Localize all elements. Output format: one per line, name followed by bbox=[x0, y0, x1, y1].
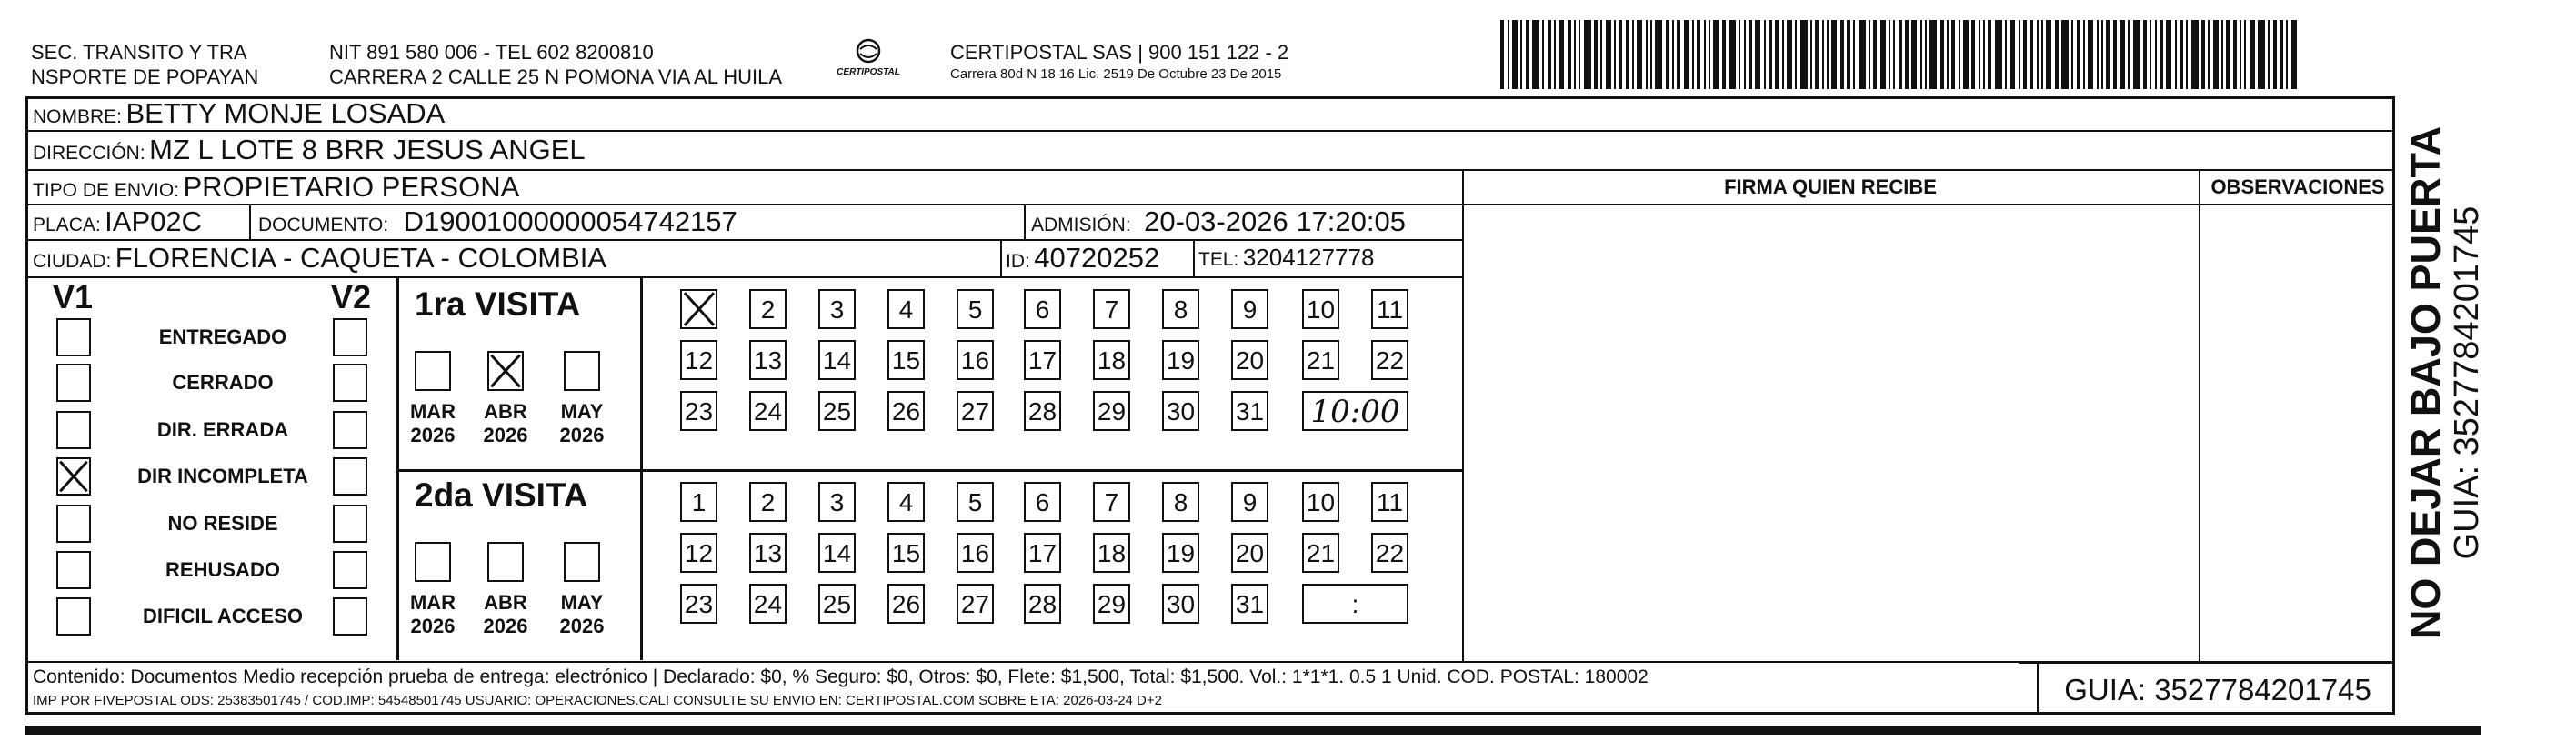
time-box[interactable]: 10:00 bbox=[1302, 391, 1408, 431]
observaciones-label: OBSERVACIONES bbox=[2210, 175, 2385, 198]
barcode-bar bbox=[1692, 20, 1694, 89]
barcode-bar bbox=[1795, 20, 1797, 89]
guia-box-top bbox=[2019, 662, 2395, 664]
barcode-bar bbox=[2083, 20, 2085, 89]
id-field bbox=[1006, 242, 1159, 275]
admision-field bbox=[1031, 205, 1406, 238]
barcode-bar bbox=[2106, 20, 2110, 89]
v2-checkbox[interactable] bbox=[333, 364, 367, 402]
sender-line-1: SEC. TRANSITO Y TRA bbox=[31, 41, 247, 64]
barcode-bar bbox=[1584, 20, 1591, 89]
barcode-bar bbox=[1744, 20, 1746, 89]
status-label: REHUSADO bbox=[165, 558, 280, 581]
barcode-bar bbox=[1646, 20, 1648, 89]
barcode-bar bbox=[1606, 20, 1611, 89]
tel-label: TEL: bbox=[1198, 249, 1239, 270]
barcode-bar bbox=[1614, 20, 1616, 89]
barcode-bar bbox=[1532, 20, 1539, 89]
day-28[interactable]: 28 bbox=[1024, 391, 1061, 431]
col-divider bbox=[2199, 169, 2200, 661]
month-name: MAR bbox=[409, 591, 456, 614]
status-label: DIR INCOMPLETA bbox=[137, 465, 308, 487]
month-year: 2026 bbox=[559, 424, 605, 446]
status-label: ENTREGADO bbox=[158, 325, 287, 348]
barcode-bar bbox=[1626, 20, 1629, 89]
barcode-bar bbox=[1880, 20, 1886, 89]
month-year: 2026 bbox=[483, 424, 528, 446]
day-12[interactable]: 12 bbox=[680, 533, 717, 573]
barcode-bar bbox=[1512, 20, 1518, 89]
month-label bbox=[555, 400, 609, 447]
day-14[interactable]: 14 bbox=[818, 340, 856, 380]
id-label: ID: bbox=[1006, 251, 1030, 272]
side-text bbox=[2402, 124, 2486, 642]
day-11[interactable]: 11 bbox=[1371, 289, 1408, 329]
barcode-bar bbox=[2055, 20, 2059, 89]
nombre-row bbox=[33, 97, 445, 130]
v1-checkbox[interactable] bbox=[56, 597, 91, 636]
day-8[interactable]: 8 bbox=[1162, 289, 1199, 329]
barcode-bar bbox=[2133, 20, 2140, 89]
barcode-bar bbox=[2175, 20, 2177, 89]
barcode-bar bbox=[2166, 20, 2171, 89]
barcode-bar bbox=[1929, 20, 1937, 89]
documento-label: DOCUMENTO: bbox=[258, 215, 389, 235]
v2-checkbox[interactable] bbox=[333, 597, 367, 636]
day-9[interactable]: 9 bbox=[1231, 482, 1268, 522]
day-27[interactable]: 27 bbox=[957, 584, 994, 624]
day-30[interactable]: 30 bbox=[1162, 584, 1199, 624]
barcode-bar bbox=[1988, 20, 1991, 89]
barcode-bar bbox=[1704, 20, 1706, 89]
barcode-bar bbox=[1782, 20, 1784, 89]
day-22[interactable]: 22 bbox=[1371, 340, 1408, 380]
second-visit-title: 2da VISITA bbox=[415, 476, 588, 514]
v1-label: V1 bbox=[53, 278, 94, 315]
barcode-bar bbox=[1709, 20, 1710, 89]
barcode-bar bbox=[2250, 20, 2255, 89]
ciudad-label: CIUDAD: bbox=[33, 251, 112, 272]
barcode-bar bbox=[1889, 20, 1890, 89]
barcode-bar bbox=[2233, 20, 2237, 89]
barcode-bar bbox=[1925, 20, 1927, 89]
logo-icon bbox=[832, 36, 905, 84]
col-divider bbox=[2037, 661, 2039, 715]
company-line: CERTIPOSTAL SAS | 900 151 122 - 2 bbox=[950, 41, 1289, 64]
time-box[interactable]: : bbox=[1302, 584, 1408, 624]
direccion-value: MZ L LOTE 8 BRR JESUS ANGEL bbox=[149, 134, 586, 165]
barcode-bar bbox=[1787, 20, 1792, 89]
contenido-line: Contenido: Documentos Medio recepción prueba de entrega: electrónico | Declarado: $0, % Seguro: $0, Otros: $0, Flete: $1,500, Total: $1,500. Vol.: 1*1*1. 0.5 1 Unid. COD. POSTAL: 180002 bbox=[33, 666, 1649, 687]
company-info bbox=[950, 40, 1288, 85]
barcode-bar bbox=[1893, 20, 1895, 89]
barcode-bar bbox=[2208, 20, 2210, 89]
day-31[interactable]: 31 bbox=[1231, 584, 1268, 624]
barcode-bar bbox=[1847, 20, 1850, 89]
barcode-bar bbox=[1500, 20, 1504, 89]
barcode-bar bbox=[1822, 20, 1824, 89]
barcode-bar bbox=[1559, 20, 1564, 89]
barcode-bar bbox=[1905, 20, 1909, 89]
day-10[interactable]: 10 bbox=[1302, 289, 1339, 329]
first-visit-title: 1ra VISITA bbox=[415, 285, 581, 323]
sender-name bbox=[31, 40, 258, 89]
day-8[interactable]: 8 bbox=[1162, 482, 1199, 522]
barcode-bar bbox=[2097, 20, 2099, 89]
visit-divider bbox=[396, 469, 1462, 472]
company-sub: Carrera 80d N 18 16 Lic. 2519 De Octubre 23 De 2015 bbox=[950, 66, 1282, 82]
barcode-bar bbox=[1869, 20, 1870, 89]
barcode-bar bbox=[1722, 20, 1726, 89]
v2-checkbox[interactable] bbox=[333, 551, 367, 589]
day-5[interactable]: 5 bbox=[957, 289, 994, 329]
bottom-edge bbox=[25, 726, 2481, 735]
day-3[interactable]: 3 bbox=[818, 482, 856, 522]
month-checkbox-mar[interactable] bbox=[415, 542, 451, 582]
barcode-bar bbox=[1755, 20, 1760, 89]
day-12[interactable]: 12 bbox=[680, 340, 717, 380]
barcode-bar bbox=[1637, 20, 1642, 89]
day-20[interactable]: 20 bbox=[1231, 533, 1268, 573]
v2-label: V2 bbox=[331, 278, 372, 315]
direccion-row bbox=[33, 134, 586, 166]
status-label: CERRADO bbox=[172, 371, 274, 394]
barcode-bar bbox=[1827, 20, 1829, 89]
barcode-bar bbox=[2160, 20, 2163, 89]
day-15[interactable]: 15 bbox=[887, 340, 925, 380]
status-label: NO RESIDE bbox=[167, 512, 278, 535]
barcode-bar bbox=[1873, 20, 1877, 89]
barcode-bar bbox=[1594, 20, 1598, 89]
month-name: MAR bbox=[409, 400, 456, 423]
day-1[interactable] bbox=[680, 289, 717, 329]
barcode bbox=[1500, 20, 2300, 89]
day-19[interactable]: 19 bbox=[1162, 533, 1199, 573]
v2-checkbox[interactable] bbox=[333, 505, 367, 543]
day-23[interactable]: 23 bbox=[680, 391, 717, 431]
day-22[interactable]: 22 bbox=[1371, 533, 1408, 573]
barcode-bar bbox=[1526, 20, 1529, 89]
month-checkbox-may[interactable] bbox=[564, 542, 600, 582]
barcode-bar bbox=[2071, 20, 2073, 89]
month-year: 2026 bbox=[410, 424, 456, 446]
barcode-bar bbox=[2213, 20, 2219, 89]
barcode-bar bbox=[1666, 20, 1669, 89]
documento-field bbox=[258, 205, 737, 238]
v1-checkbox[interactable] bbox=[56, 505, 91, 543]
barcode-bar bbox=[2046, 20, 2051, 89]
certipostal-logo bbox=[832, 36, 905, 84]
day-1[interactable]: 1 bbox=[680, 482, 717, 522]
day-17[interactable]: 17 bbox=[1024, 533, 1061, 573]
barcode-bar bbox=[1840, 20, 1844, 89]
sender-contact bbox=[329, 40, 782, 89]
nombre-value: BETTY MONJE LOSADA bbox=[125, 97, 446, 129]
day-10[interactable]: 10 bbox=[1302, 482, 1339, 522]
barcode-bar bbox=[2005, 20, 2007, 89]
month-name: ABR bbox=[484, 591, 527, 614]
day-17[interactable]: 17 bbox=[1024, 340, 1061, 380]
row-divider bbox=[25, 130, 2395, 132]
day-24[interactable]: 24 bbox=[749, 391, 787, 431]
barcode-bar bbox=[1920, 20, 1922, 89]
barcode-bar bbox=[1853, 20, 1855, 89]
day-6[interactable]: 6 bbox=[1024, 289, 1061, 329]
barcode-bar bbox=[2061, 20, 2069, 89]
day-4[interactable]: 4 bbox=[887, 289, 925, 329]
barcode-bar bbox=[1800, 20, 1808, 89]
barcode-bar bbox=[2291, 20, 2297, 89]
barcode-bar bbox=[1940, 20, 1944, 89]
barcode-bar bbox=[2186, 20, 2188, 89]
barcode-bar bbox=[1697, 20, 1700, 89]
barcode-bar bbox=[2128, 20, 2130, 89]
barcode-bar bbox=[2120, 20, 2125, 89]
barcode-bar bbox=[1729, 20, 1736, 89]
v1-checkbox[interactable] bbox=[56, 318, 91, 356]
day-4[interactable]: 4 bbox=[887, 482, 925, 522]
day-29[interactable]: 29 bbox=[1093, 584, 1130, 624]
month-checkbox-abr[interactable] bbox=[487, 351, 524, 391]
barcode-bar bbox=[1508, 20, 1509, 89]
barcode-bar bbox=[2268, 20, 2270, 89]
guia-box: GUIA: 3527784201745 bbox=[2064, 673, 2371, 706]
month-divider bbox=[640, 278, 643, 660]
barcode-bar bbox=[1632, 20, 1634, 89]
tipo-label: TIPO DE ENVIO: bbox=[33, 180, 180, 201]
v1-checkbox[interactable] bbox=[56, 457, 91, 496]
month-label bbox=[555, 591, 609, 638]
admision-value: 20-03-2026 17:20:05 bbox=[1144, 205, 1406, 237]
barcode-bar bbox=[1959, 20, 1960, 89]
documento-value: D19001000000054742157 bbox=[403, 205, 737, 237]
month-label bbox=[478, 400, 533, 447]
barcode-bar bbox=[1899, 20, 1902, 89]
month-year: 2026 bbox=[410, 615, 456, 637]
barcode-bar bbox=[1769, 20, 1772, 89]
barcode-bar bbox=[2226, 20, 2230, 89]
imp-line: IMP POR FIVEPOSTAL ODS: 25383501745 / COD.IMP: 54548501745 USUARIO: OPERACIONES.CALI CONSULTE SU ENVIO EN: CERTIPOSTAL.COM SOBRE ETA: 2026-03-24 D+2 bbox=[33, 693, 1162, 708]
day-3[interactable]: 3 bbox=[818, 289, 856, 329]
barcode-bar bbox=[2030, 20, 2033, 89]
barcode-bar bbox=[1749, 20, 1752, 89]
barcode-bar bbox=[2201, 20, 2205, 89]
day-11[interactable]: 11 bbox=[1371, 482, 1408, 522]
day-25[interactable]: 25 bbox=[818, 391, 856, 431]
day-21[interactable]: 21 bbox=[1302, 340, 1339, 380]
tel-value: 3204127778 bbox=[1242, 244, 1375, 271]
status-label: DIFICIL ACCESO bbox=[142, 605, 303, 627]
day-13[interactable]: 13 bbox=[749, 533, 787, 573]
barcode-bar bbox=[1979, 20, 1980, 89]
ciudad-field bbox=[33, 242, 606, 275]
placa-label: PLACA: bbox=[33, 215, 101, 235]
barcode-bar bbox=[1983, 20, 1985, 89]
col-divider bbox=[249, 204, 251, 240]
tipo-row bbox=[33, 171, 519, 204]
day-16[interactable]: 16 bbox=[957, 533, 994, 573]
day-25[interactable]: 25 bbox=[818, 584, 856, 624]
barcode-bar bbox=[1859, 20, 1866, 89]
row-divider bbox=[25, 276, 1462, 278]
barcode-bar bbox=[1739, 20, 1740, 89]
day-14[interactable]: 14 bbox=[818, 533, 856, 573]
barcode-bar bbox=[1995, 20, 2002, 89]
barcode-bar bbox=[1579, 20, 1580, 89]
id-value: 40720252 bbox=[1034, 242, 1160, 274]
barcode-bar bbox=[2113, 20, 2117, 89]
month-checkbox-may[interactable] bbox=[564, 351, 600, 391]
v1-checkbox[interactable] bbox=[56, 551, 91, 589]
row-divider bbox=[25, 239, 1462, 241]
day-2[interactable]: 2 bbox=[749, 482, 787, 522]
day-26[interactable]: 26 bbox=[887, 391, 925, 431]
barcode-bar bbox=[2143, 20, 2147, 89]
month-checkbox-abr[interactable] bbox=[487, 542, 524, 582]
barcode-bar bbox=[1713, 20, 1719, 89]
svg-text:CERTIPOSTAL: CERTIPOSTAL bbox=[837, 67, 900, 77]
day-5[interactable]: 5 bbox=[957, 482, 994, 522]
barcode-bar bbox=[1655, 20, 1662, 89]
month-year: 2026 bbox=[559, 615, 605, 637]
day-30[interactable]: 30 bbox=[1162, 391, 1199, 431]
v2-checkbox[interactable] bbox=[333, 318, 367, 356]
barcode-bar bbox=[2273, 20, 2277, 89]
barcode-bar bbox=[1619, 20, 1622, 89]
placa-value: IAP02C bbox=[105, 205, 202, 237]
barcode-bar bbox=[1775, 20, 1779, 89]
barcode-bar bbox=[1947, 20, 1949, 89]
month-name: MAY bbox=[560, 591, 604, 614]
month-label bbox=[406, 591, 460, 638]
col-divider bbox=[1024, 204, 1026, 240]
day-24[interactable]: 24 bbox=[749, 584, 787, 624]
barcode-bar bbox=[2041, 20, 2043, 89]
barcode-bar bbox=[2155, 20, 2157, 89]
day-18[interactable]: 18 bbox=[1093, 533, 1130, 573]
barcode-bar bbox=[1971, 20, 1975, 89]
day-2[interactable]: 2 bbox=[749, 289, 787, 329]
day-28[interactable]: 28 bbox=[1024, 584, 1061, 624]
direccion-label: DIRECCIÓN: bbox=[33, 143, 145, 164]
barcode-bar bbox=[1951, 20, 1955, 89]
day-9[interactable]: 9 bbox=[1231, 289, 1268, 329]
address-line: CARRERA 2 CALLE 25 N POMONA VIA AL HUILA bbox=[329, 65, 783, 88]
barcode-bar bbox=[1548, 20, 1551, 89]
barcode-bar bbox=[2023, 20, 2027, 89]
sender-line-2: NSPORTE DE POPAYAN bbox=[31, 65, 259, 88]
placa-field bbox=[33, 205, 202, 238]
barcode-bar bbox=[1911, 20, 1917, 89]
status-label: DIR. ERRADA bbox=[156, 418, 289, 441]
barcode-bar bbox=[1554, 20, 1556, 89]
month-label bbox=[478, 591, 533, 638]
day-20[interactable]: 20 bbox=[1231, 340, 1268, 380]
tipo-value: PROPIETARIO PERSONA bbox=[183, 171, 520, 203]
barcode-bar bbox=[2150, 20, 2151, 89]
col-divider bbox=[1000, 239, 1002, 276]
v1-checkbox[interactable] bbox=[56, 411, 91, 449]
day-29[interactable]: 29 bbox=[1093, 391, 1130, 431]
day-15[interactable]: 15 bbox=[887, 533, 925, 573]
barcode-bar bbox=[1684, 20, 1689, 89]
day-13[interactable]: 13 bbox=[749, 340, 787, 380]
barcode-bar bbox=[1963, 20, 1969, 89]
barcode-bar bbox=[2221, 20, 2223, 89]
barcode-bar bbox=[1542, 20, 1544, 89]
barcode-bar bbox=[1600, 20, 1602, 89]
barcode-bar bbox=[2240, 20, 2241, 89]
v2-checkbox[interactable] bbox=[333, 411, 367, 449]
barcode-bar bbox=[2191, 20, 2199, 89]
month-year: 2026 bbox=[483, 615, 528, 637]
nit-line: NIT 891 580 006 - TEL 602 8200810 bbox=[329, 41, 654, 64]
day-7[interactable]: 7 bbox=[1093, 482, 1130, 522]
day-19[interactable]: 19 bbox=[1162, 340, 1199, 380]
barcode-bar bbox=[2077, 20, 2080, 89]
barcode-bar bbox=[2019, 20, 2020, 89]
day-31[interactable]: 31 bbox=[1231, 391, 1268, 431]
month-name: MAY bbox=[560, 400, 604, 423]
barcode-bar bbox=[1677, 20, 1680, 89]
barcode-bar bbox=[2286, 20, 2288, 89]
barcode-bar bbox=[1831, 20, 1837, 89]
v1-checkbox[interactable] bbox=[56, 364, 91, 402]
day-18[interactable]: 18 bbox=[1093, 340, 1130, 380]
admision-label: ADMISIÓN: bbox=[1031, 215, 1131, 235]
day-7[interactable]: 7 bbox=[1093, 289, 1130, 329]
no-dejar-text: NO DEJAR BAJO PUERTA bbox=[2402, 125, 2449, 640]
barcode-bar bbox=[1764, 20, 1766, 89]
nombre-label: NOMBRE: bbox=[33, 106, 123, 127]
col-divider bbox=[1193, 239, 1195, 276]
side-guia-text: GUIA: 3527784201745 bbox=[2448, 205, 2486, 560]
month-name: ABR bbox=[484, 400, 527, 423]
day-26[interactable]: 26 bbox=[887, 584, 925, 624]
day-6[interactable]: 6 bbox=[1024, 482, 1061, 522]
day-21[interactable]: 21 bbox=[1302, 533, 1339, 573]
barcode-bar bbox=[2258, 20, 2265, 89]
barcode-bar bbox=[1810, 20, 1812, 89]
tel-field bbox=[1198, 244, 1374, 272]
col-divider bbox=[1462, 169, 1464, 661]
barcode-bar bbox=[2280, 20, 2283, 89]
barcode-bar bbox=[2101, 20, 2103, 89]
firma-label: FIRMA QUIEN RECIBE bbox=[1724, 175, 1937, 198]
day-16[interactable]: 16 bbox=[957, 340, 994, 380]
barcode-bar bbox=[1672, 20, 1674, 89]
month-label bbox=[406, 400, 460, 447]
barcode-bar bbox=[2010, 20, 2015, 89]
barcode-bar bbox=[1815, 20, 1819, 89]
barcode-bar bbox=[2244, 20, 2246, 89]
day-23[interactable]: 23 bbox=[680, 584, 717, 624]
barcode-bar bbox=[1574, 20, 1576, 89]
barcode-bar bbox=[2088, 20, 2093, 89]
barcode-bar bbox=[2180, 20, 2183, 89]
day-27[interactable]: 27 bbox=[957, 391, 994, 431]
v2-checkbox[interactable] bbox=[333, 457, 367, 496]
month-checkbox-mar[interactable] bbox=[415, 351, 451, 391]
barcode-bar bbox=[1650, 20, 1652, 89]
ciudad-value: FLORENCIA - CAQUETA - COLOMBIA bbox=[115, 242, 607, 274]
barcode-bar bbox=[1568, 20, 1571, 89]
barcode-bar bbox=[2037, 20, 2039, 89]
barcode-bar bbox=[1520, 20, 1522, 89]
